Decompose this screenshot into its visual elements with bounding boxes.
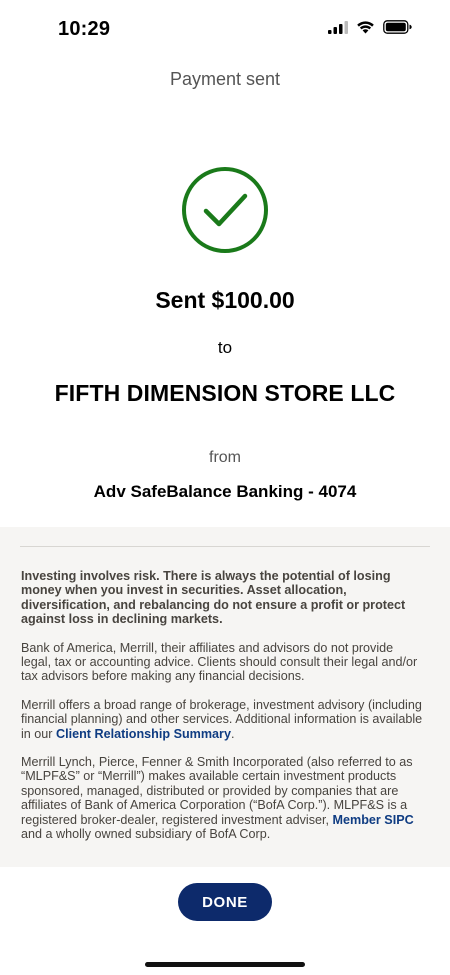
sent-amount: Sent $100.00: [155, 287, 295, 313]
done-button[interactable]: DONE: [178, 883, 272, 921]
risk-disclosure: Investing involves risk. There is always the potential of losing money when you invest in securities. Asset allocation, diversification, and rebalancing do not ensure a profit or protect against loss in declining markets.: [21, 569, 406, 627]
home-indicator: [145, 962, 305, 967]
status-icons: [328, 20, 412, 39]
advice-disclosure: Bank of America, Merrill, their affiliates and advisors do not provide legal, tax or accounting advice. Clients should consult their legal and/or tax advisors before making any financial decisions.: [21, 640, 418, 684]
divider: [20, 546, 430, 547]
source-account: Adv SafeBalance Banking - 4074: [93, 482, 357, 501]
status-time: 10:29: [58, 18, 111, 40]
wifi-icon: [356, 20, 375, 39]
merrill-text: Merrill Lynch, Pierce, Fenner & Smith Incorporated (also referred to as “MLPF&S” or “Merrill”) makes available certain investment products sponsored, managed, distributed or provided by companies that are affiliates of Bank of America Corporation (“BofA Corp.”). MLPF&S is a registered broker-dealer, registered investment adviser,: [21, 755, 413, 827]
merrill-end: and a wholly owned subsidiary of BofA Corp.: [21, 827, 271, 842]
disclosure-text: [21, 569, 426, 867]
battery-icon: [383, 20, 412, 39]
from-label: from: [209, 449, 241, 466]
to-label: to: [217, 338, 233, 357]
cellular-signal-icon: [328, 21, 348, 39]
check-circle-icon: [181, 166, 269, 254]
services-text: Merrill offers a broad range of brokerage, investment advisory (including financial planning) and other services. Additional information is available in our: [21, 697, 423, 741]
client-relationship-summary-link[interactable]: Client Relationship Summary: [56, 726, 231, 741]
bottom-bar: [0, 867, 450, 975]
page-title: Payment sent: [169, 69, 281, 89]
recipient-name: FIFTH DIMENSION STORE LLC: [54, 380, 396, 406]
services-end: .: [230, 726, 235, 741]
member-sipc-link[interactable]: Member SIPC: [332, 812, 414, 827]
merrill-disclosure: [21, 755, 426, 841]
status-bar: [0, 0, 450, 60]
services-disclosure: [21, 698, 426, 741]
disclosure-panel[interactable]: [0, 527, 450, 867]
